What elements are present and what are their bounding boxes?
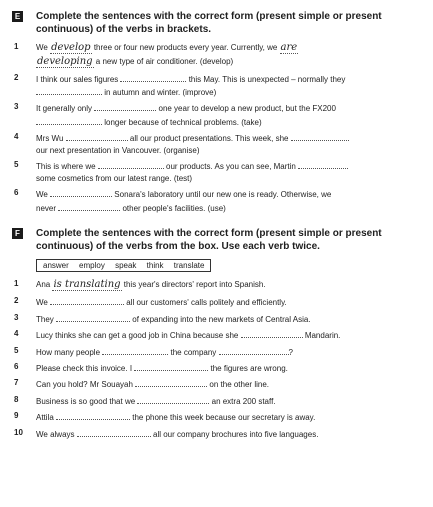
answer-blank[interactable] (66, 132, 128, 141)
item-text: a new type of air conditioner. (develop) (93, 56, 234, 66)
answer-blank[interactable] (77, 428, 151, 437)
exercise-f (14, 227, 421, 439)
handwritten-answer[interactable]: develop (51, 42, 91, 53)
item-number: 10 (14, 427, 23, 437)
exercise-f-item-4: 4 Lucy thinks she can get a good job in China because she Mandarin. (14, 329, 341, 341)
exercise-f-item-5: 5 How many people the company ? (14, 345, 293, 357)
answer-blank[interactable] (291, 132, 349, 141)
item-number: 6 (14, 188, 19, 198)
handwritten-answer[interactable]: developing (37, 55, 93, 67)
verb-answer: answer (43, 260, 69, 270)
exercise-f-item-6: 6 Please check this invoice. I the figures are wrong. (14, 361, 288, 373)
verb-employ: employ (79, 260, 105, 270)
exercise-f-item-9: 9 Attila the phone this week because our secretary is away. (14, 411, 316, 423)
item-number: 4 (14, 132, 19, 142)
answer-blank[interactable] (135, 378, 207, 387)
answer-blank[interactable] (36, 86, 102, 95)
answer-blank[interactable] (98, 160, 164, 169)
answer-blank[interactable] (58, 202, 120, 211)
answer-blank[interactable] (137, 395, 209, 404)
exercise-e-item-5: 5 This is where we our products. As you can see, Martin some cosmetics from our latest range. (test) (14, 160, 421, 183)
exercise-e-item-3: 3 It generally only one year to develop a new product, but the FX200 longer because of technical problems. (take) (14, 102, 336, 127)
item-number: 1 (14, 279, 19, 289)
exercise-e-item-4: 4 Mrs Wu all our product presentations. This week, she our next presentation in Vancouver. (organise) (14, 132, 421, 155)
answer-blank[interactable] (56, 411, 130, 420)
exercise-e-item-1 (14, 42, 421, 68)
verb-speak: speak (115, 260, 137, 270)
item-number: 8 (14, 394, 19, 404)
answer-blank[interactable] (120, 73, 186, 82)
item-number: 3 (14, 312, 19, 322)
exercise-e (14, 10, 421, 213)
answer-blank[interactable] (241, 329, 303, 338)
item-number: 1 (14, 42, 19, 51)
item-number: 3 (14, 102, 19, 112)
answer-blank[interactable] (50, 296, 124, 305)
exercise-e-badge: E (12, 11, 23, 22)
item-number: 4 (14, 329, 19, 339)
item-number: 5 (14, 345, 19, 355)
answer-blank[interactable] (94, 102, 156, 111)
answer-blank[interactable] (102, 346, 168, 355)
verb-translate: translate (173, 260, 205, 270)
exercise-f-badge: F (12, 228, 23, 239)
answer-blank[interactable] (50, 188, 112, 197)
exercise-e-instruction: Complete the sentences with the correct form (present simple or present continuous) of the verbs in brackets. (36, 11, 382, 35)
exercise-f-item-2: 2 We all our customers' calls politely and efficiently. (14, 296, 287, 308)
exercise-e-item-2: 2 I think our sales figures this May. This is unexpected – normally they in autumn and winter. (improve) (14, 72, 346, 98)
item-number: 2 (14, 296, 19, 306)
item-number: 2 (14, 72, 19, 82)
exercise-f-item-1: 1 Ana is translating this year's directors' report into Spanish. (14, 279, 266, 291)
answer-blank[interactable] (56, 313, 130, 322)
item-number: 5 (14, 160, 19, 170)
exercise-f-item-7: 7 Can you hold? Mr Souayah on the other line. (14, 378, 269, 390)
exercise-f-instruction: Complete the sentences with the correct form (present simple or present continuous) of the verbs from the box. Use each verb twice. (36, 227, 382, 252)
handwritten-answer[interactable]: are (280, 42, 298, 53)
item-text: three or four new products every year. Currently, we (91, 43, 280, 52)
verb-box (36, 259, 211, 272)
verb-think: think (146, 260, 164, 270)
answer-blank[interactable] (298, 160, 348, 169)
item-number: 9 (14, 411, 19, 421)
handwritten-answer[interactable]: is translating (53, 279, 121, 291)
item-number: 7 (14, 378, 19, 388)
answer-blank[interactable] (134, 362, 208, 371)
exercise-e-item-6: 6 We Sonara's laboratory until our new one is ready. Otherwise, we never other people's facilities. (use) (14, 188, 332, 213)
item-number: 6 (14, 361, 19, 371)
exercise-f-item-10: 10 We always all our company brochures into five languages. (14, 427, 319, 439)
answer-blank[interactable] (36, 116, 102, 125)
item-text: We (36, 43, 51, 52)
exercise-f-item-3: 3 They of expanding into the new markets of Central Asia. (14, 312, 311, 324)
answer-blank[interactable] (219, 346, 289, 355)
exercise-f-item-8: 8 Business is so good that we an extra 200 staff. (14, 394, 276, 406)
